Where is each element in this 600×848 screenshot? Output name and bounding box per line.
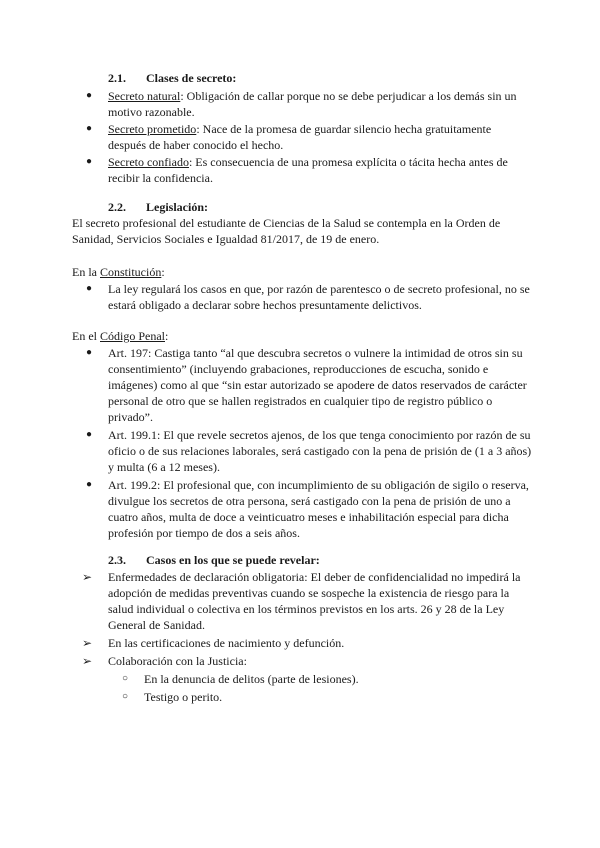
section-title: Casos en los que se puede revelar: (146, 553, 320, 567)
definition: : Nace de la promesa de guardar silencio hecha gratuitamente después de haber conocido el hecho. (108, 122, 492, 152)
section-number: 2.1. (108, 71, 126, 85)
bullet-icon: ● (86, 283, 93, 294)
list-item (72, 154, 532, 186)
legislation-intro: El secreto profesional del estudiante de Ciencias de la Salud se contempla en la Orden de Sanidad, Servicios Sociales e Igualdad 81/2017, de 19 de enero. (72, 216, 501, 246)
section-heading-2-3 (108, 552, 320, 568)
constitution-link: Constitución (100, 265, 162, 279)
label-suffix: : (161, 265, 165, 279)
list-item (72, 569, 532, 633)
bullet-icon: ● (86, 429, 93, 440)
definition: : Obligación de callar porque no se debe perjudicar a los demás sin un motivo razonable. (108, 89, 517, 119)
sub-list-item (108, 689, 532, 705)
bullet-icon: ● (86, 347, 93, 358)
circle-bullet-icon: ○ (122, 673, 129, 684)
section-title: Clases de secreto: (146, 71, 237, 85)
list-item (72, 635, 532, 651)
list-item-text: En la denuncia de delitos (parte de lesiones). (144, 672, 359, 686)
constitution-list (0, 281, 600, 313)
list-item-text: La ley regulará los casos en que, por razón de parentesco o de secreto profesional, no se estará obligado a declarar sobre hechos presuntamente delictivos. (108, 282, 530, 312)
arrow-bullet-icon: ➢ (82, 636, 93, 650)
bullet-icon: ● (86, 479, 93, 490)
bullet-icon: ● (86, 156, 93, 167)
list-item-text: Art. 197: Castiga tanto “al que descubra secretos o vulnere la intimidad de otros sin su consentimiento” (incluyendo grabaciones, reproducciones de escucha, sonido e imágenes) como al que “sin estar autorizado se apodere de datos reservados de carácter personal de otro que se hallen registrados en cualquier tipo de registro público o privado”. (108, 346, 527, 424)
list-item-text: Enfermedades de declaración obligatoria: El deber de confidencialidad no impedirá la adopción de medidas preventivas cuando se sospeche la existencia de riesgo para la salud individual o colectiva en los términos previstos en los arts. 26 y 28 de la Ley General de Sanidad. (108, 570, 521, 632)
list-item (72, 281, 532, 313)
circle-bullet-icon: ○ (122, 691, 129, 702)
term: Secreto prometido (108, 122, 197, 136)
section-number: 2.3. (108, 553, 126, 567)
list-item (72, 427, 532, 475)
section-heading-2-2 (108, 199, 208, 215)
penal-code-label (72, 328, 532, 344)
list-item-text: Art. 199.1: El que revele secretos ajenos, de los que tenga conocimiento por razón de su oficio o de sus relaciones laborales, será castigado con la pena de prisión de (1 a 3 años) y multa (6 a 12 meses). (108, 428, 532, 474)
sub-list-item (108, 671, 532, 687)
list-item (72, 345, 532, 425)
label-suffix: : (165, 329, 169, 343)
list-item-text: Colaboración con la Justicia: (108, 654, 247, 668)
disclosure-cases-list (0, 569, 600, 705)
term: Secreto natural (108, 89, 181, 103)
bullet-icon: ● (86, 123, 93, 134)
secret-types-list (0, 88, 600, 186)
section-number: 2.2. (108, 200, 126, 214)
list-item (72, 121, 532, 153)
list-item-text: Art. 199.2: El profesional que, con incumplimiento de su obligación de sigilo o reserva, divulgue los secretos de otra persona, será castigado con la pena de prisión de uno a cuatro años, multa de doce a veinticuatro meses e inhabilitación especial para dicha profesión por tiempo de dos a seis años. (108, 478, 529, 540)
penal-code-link: Código Penal (100, 329, 165, 343)
label-prefix: En la (72, 265, 100, 279)
list-item-text: Testigo o perito. (144, 690, 223, 704)
arrow-bullet-icon: ➢ (82, 570, 93, 584)
list-item-text: En las certificaciones de nacimiento y defunción. (108, 636, 345, 650)
definition: : Es consecuencia de una promesa explícita o tácita hecha antes de recibir la confidencia. (108, 155, 508, 185)
label-prefix: En el (72, 329, 100, 343)
bullet-icon: ● (86, 90, 93, 101)
constitution-label (72, 264, 532, 280)
penal-code-list (0, 345, 600, 541)
list-item (72, 88, 532, 120)
list-item (72, 477, 532, 541)
section-title: Legislación: (146, 200, 208, 214)
arrow-bullet-icon: ➢ (82, 654, 93, 668)
list-item (72, 653, 532, 669)
section-heading-2-1 (108, 70, 236, 86)
term: Secreto confiado (108, 155, 189, 169)
